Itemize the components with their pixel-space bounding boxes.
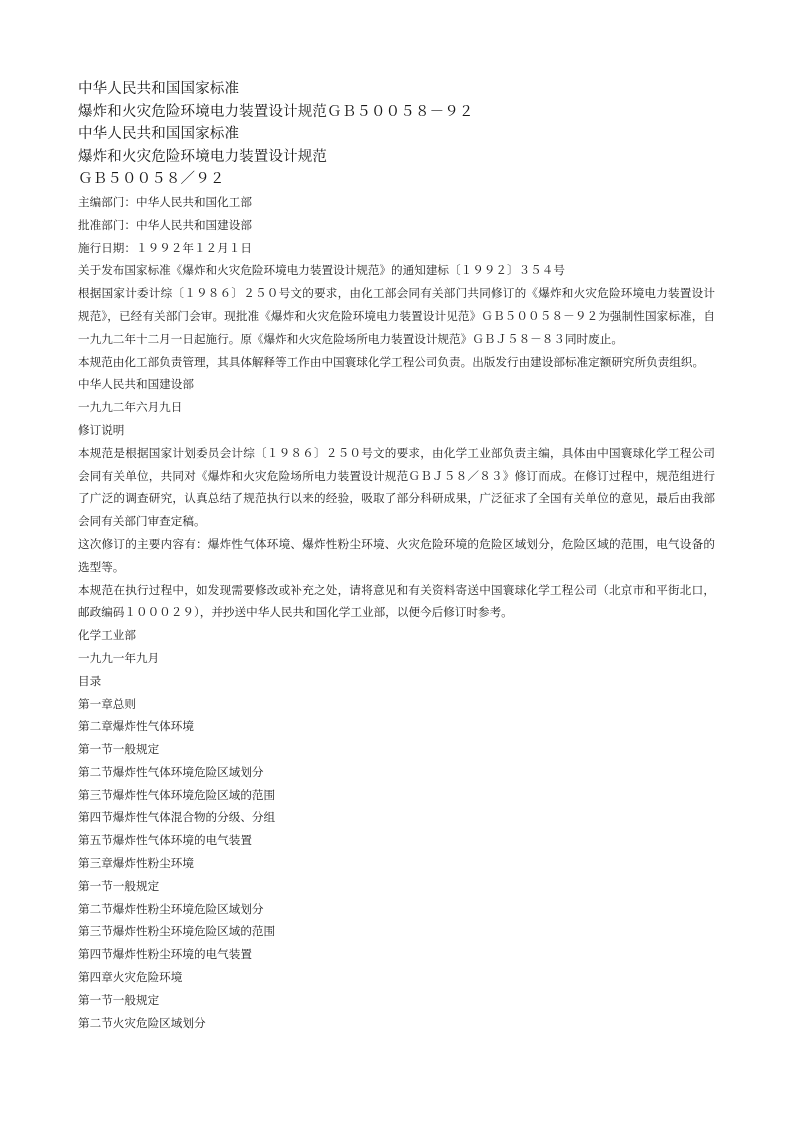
revision-heading: 修订说明 [78,422,125,437]
revision-paragraph-3: 本规范在执行过程中，如发现需要修改或补充之处，请将意见和有关资料寄送中国寰球化学工程公司（北京市和平街北口，邮政编码１０００２９），并抄送中华人民共和国化学工业部，以便今后修订时参考。 [78,582,715,620]
toc-entry[interactable]: 第一节一般规定 [78,878,160,893]
notice-title: 关于发布国家标准《爆炸和火灾危险环境电力装置设计规范》的通知建标〔１９９２〕３５４号 [78,263,565,278]
toc-entry[interactable]: 第三节爆炸性粉尘环境危险区域的范围 [78,924,276,939]
toc-entry[interactable]: 第三节爆炸性气体环境危险区域的范围 [78,787,276,802]
effective-date-line: 施行日期：１９９２年１２月１日 [78,240,252,255]
toc-entry[interactable]: 第二节爆炸性气体环境危险区域划分 [78,764,264,779]
revision-sign-date: 一九九一年九月 [78,650,160,665]
toc-entry-list [78,693,715,1035]
heading-line-standard-code: 爆炸和火灾危险环境电力装置设计规范ＧＢ５００５８－９２ [78,103,474,120]
revision-paragraph-2: 这次修订的主要内容有：爆炸性气体环境、爆炸性粉尘环境、火灾危险环境的危险区域划分，危险区域的范围，电气设备的选型等。 [78,536,715,574]
notice-management-paragraph: 本规范由化工部负责管理，其具体解释等工作由中国寰球化学工程公司负责。出版发行由建设部标准定额研究所负责组织。 [78,354,705,369]
toc-entry[interactable]: 第四章火灾危险环境 [78,970,183,985]
toc-entry[interactable]: 第三章爆炸性粉尘环境 [78,856,194,871]
masthead-block [78,191,715,259]
notice-issuer: 中华人民共和国建设部 [78,377,194,392]
toc-entry[interactable]: 第一章总则 [78,696,136,711]
revision-signer: 化学工业部 [78,628,136,643]
toc-heading: 目录 [78,673,102,688]
document-content [78,78,715,1034]
notice-issue-date: 一九九二年六月九日 [78,400,183,415]
chief-editor-line: 主编部门：中华人民共和国化工部 [78,194,252,209]
toc-entry[interactable]: 第一节一般规定 [78,992,160,1007]
revision-block [78,419,715,670]
toc-entry[interactable]: 第二节火灾危险区域划分 [78,1015,206,1030]
toc-entry[interactable]: 第二节爆炸性粉尘环境危险区域划分 [78,901,264,916]
toc-entry[interactable]: 第四节爆炸性粉尘环境的电气装置 [78,947,252,962]
toc-entry[interactable]: 第一节一般规定 [78,742,160,757]
notice-body-paragraph: 根据国家计委计综〔１９８６〕２５０号文的要求，由化工部会同有关部门共同修订的《爆炸和火灾危险环境电力装置设计规范》，已经有关部门会审。现批准《爆炸和火灾危险环境电力装置设计见范》ＧＢ５００５８－９２为强制性国家标准，自一九九二年十二月一日起施行。原《爆炸和火灾危险场所电力装置设计规范》ＧＢＪ５８－８３同时废止。 [78,286,715,346]
heading-line-national-standard-1: 中华人民共和国国家标准 [78,81,240,97]
heading-line-national-standard-2: 中华人民共和国国家标准 [78,126,240,143]
table-of-contents [78,670,715,1035]
standard-heading-block [78,78,715,191]
notice-block [78,259,715,419]
heading-line-standard-title: 爆炸和火灾危险环境电力装置设计规范 [78,148,328,165]
toc-entry[interactable]: 第二章爆炸性气体环境 [78,719,194,734]
revision-paragraph-1: 本规范是根据国家计划委员会计综〔１９８６〕２５０号文的要求，由化学工业部负责主编，具体由中国寰球化学工程公司会同有关单位，共同对《爆炸和火灾危险场所电力装置设计规范ＧＢＪ５８／８３》修订而成。在修订过程中，规范组进行了广泛的调查研究，认真总结了规范执行以来的经验，吸取了部分科研成果，广泛征求了全国有关单位的意见，最后由我部会同有关部门审查定稿。 [78,445,715,529]
heading-line-standard-number: ＧＢ５００５８／９２ [78,171,225,188]
approver-line: 批准部门：中华人民共和国建设部 [78,217,252,232]
toc-entry[interactable]: 第五节爆炸性气体环境的电气装置 [78,833,252,848]
toc-entry[interactable]: 第四节爆炸性气体混合物的分级、分组 [78,810,276,825]
